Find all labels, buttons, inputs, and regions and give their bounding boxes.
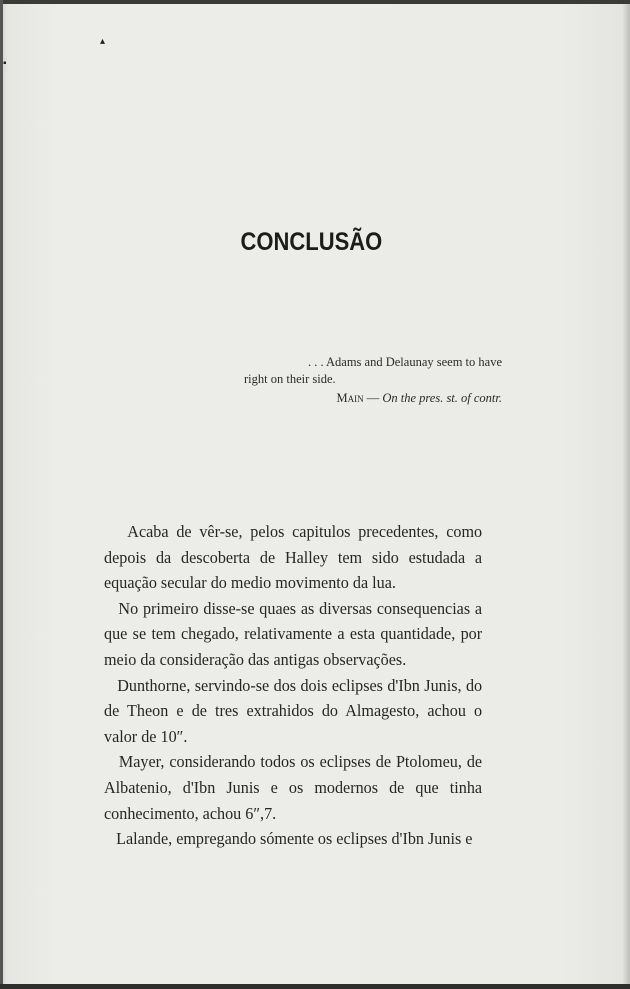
paragraph: Acaba de vêr-se, pelos capitulos precedentes, como depois da descoberta de Halley tem sido estudada a equação secular do medio movimento da lua. — [104, 522, 483, 593]
paragraph: Lalande, empregando sómente os eclipses d'Ibn Junis e — [104, 829, 473, 849]
epigraph-author: Main — — [336, 391, 380, 405]
paragraph: Mayer, considerando todos os eclipses de Ptolomeu, de Albatenio, d'Ibn Junis e os modernos de que tinha conhecimento, achou 6″,7. — [104, 752, 483, 823]
epigraph-attribution — [244, 390, 502, 407]
epigraph-source: On the pres. st. of contr. — [382, 391, 502, 405]
page-title: CONCLUSÃO — [240, 228, 383, 256]
page-bottom-edge — [0, 984, 630, 989]
epigraph-line-2: right on their side. — [244, 372, 336, 386]
paragraph: No primeiro disse-se quaes as diversas consequencias a que se tem chegado, relativamente a esta quantidade, por meio da consideração das antigas observações. — [104, 598, 483, 669]
page-top-edge — [0, 0, 630, 4]
epigraph — [244, 354, 502, 407]
page-left-edge — [0, 0, 3, 989]
epigraph-line-1: . . . Adams and Delaunay seem to have — [307, 355, 502, 369]
paragraph: Dunthorne, servindo-se dos dois eclipses d'Ibn Junis, do de Theon e de tres extrahidos do Almagesto, achou o valor de 10″. — [104, 675, 483, 746]
ink-mark: ▴ — [100, 36, 106, 47]
body-text — [104, 519, 482, 852]
ink-mark: ▪ — [3, 58, 7, 69]
